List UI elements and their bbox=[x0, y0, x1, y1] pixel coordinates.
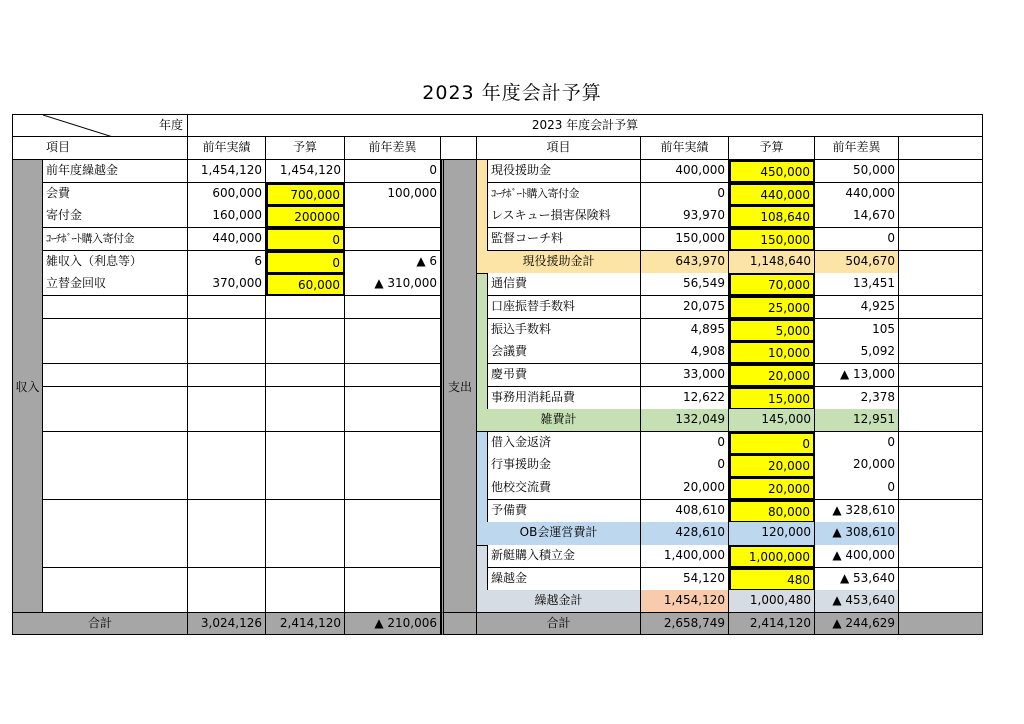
expense-row-prev: 0 bbox=[641, 183, 729, 206]
expense-group-strip bbox=[477, 160, 488, 251]
expense-row-diff: ▲ 13,000 bbox=[815, 364, 899, 387]
expense-row-prev: 56,549 bbox=[641, 273, 729, 296]
income-row-diff bbox=[345, 409, 441, 432]
income-row-prev bbox=[188, 432, 266, 455]
income-total-diff: ▲ 210,006 bbox=[345, 613, 441, 635]
income-row-budget bbox=[266, 319, 345, 342]
expense-subtotal-label: OB会運営費計 bbox=[477, 522, 641, 545]
income-row-prev: 6 bbox=[188, 251, 266, 274]
expense-group-strip bbox=[477, 545, 488, 590]
expense-subtotal-diff: 504,670 bbox=[815, 251, 899, 274]
income-row-label: 雑収入（利息等） bbox=[43, 251, 188, 274]
expense-row-prev: 12,622 bbox=[641, 387, 729, 410]
income-row-budget bbox=[266, 387, 345, 410]
expense-row-diff: 0 bbox=[815, 228, 899, 251]
expense-item-header: 項目 bbox=[477, 137, 641, 160]
expense-row-budget: 20,000 bbox=[729, 364, 815, 387]
expense-row-extra bbox=[899, 568, 983, 591]
expense-row-label: 監督コーチ料 bbox=[488, 228, 641, 251]
expense-row-budget: 5,000 bbox=[729, 319, 815, 342]
income-row-prev bbox=[188, 500, 266, 523]
expense-row-extra bbox=[899, 296, 983, 319]
expense-col-extra bbox=[899, 137, 983, 160]
income-row-prev bbox=[188, 522, 266, 545]
income-row-prev: 440,000 bbox=[188, 228, 266, 251]
income-row-label: ｺｰﾁﾎﾞｰﾄ購入寄付金 bbox=[43, 228, 188, 251]
expense-subtotal-label: 繰越金計 bbox=[477, 590, 641, 613]
expense-row-prev: 93,970 bbox=[641, 205, 729, 228]
expense-row-budget: 450,000 bbox=[729, 160, 815, 183]
expense-row-prev: 0 bbox=[641, 432, 729, 455]
expense-col-prev: 前年実績 bbox=[641, 137, 729, 160]
income-row-prev: 600,000 bbox=[188, 183, 266, 206]
expense-row-prev: 1,400,000 bbox=[641, 545, 729, 568]
income-row-diff: 0 bbox=[345, 160, 441, 183]
expense-side-label bbox=[441, 160, 477, 613]
expense-subtotal-label: 現役援助金計 bbox=[477, 251, 641, 274]
income-row-budget: 0 bbox=[266, 228, 345, 251]
income-row-budget: 700,000 bbox=[266, 183, 345, 206]
income-row-prev bbox=[188, 590, 266, 613]
income-row-label bbox=[43, 500, 188, 523]
expense-row-extra bbox=[899, 160, 983, 183]
expense-row-label: 通信費 bbox=[488, 273, 641, 296]
income-row-budget bbox=[266, 522, 345, 545]
expense-row-budget: 10,000 bbox=[729, 341, 815, 364]
income-row-budget bbox=[266, 296, 345, 319]
expense-row-budget: 440,000 bbox=[729, 183, 815, 206]
expense-row-budget: 70,000 bbox=[729, 273, 815, 296]
expense-row-label: 借入金返済 bbox=[488, 432, 641, 455]
income-row-budget bbox=[266, 477, 345, 500]
income-row-prev bbox=[188, 341, 266, 364]
expense-row-diff: 105 bbox=[815, 319, 899, 342]
expense-row-diff: 0 bbox=[815, 432, 899, 455]
year-header bbox=[12, 114, 188, 137]
income-row-prev bbox=[188, 409, 266, 432]
expense-row-extra bbox=[899, 205, 983, 228]
income-row-label bbox=[43, 477, 188, 500]
expense-row-extra bbox=[899, 341, 983, 364]
expense-row-extra bbox=[899, 228, 983, 251]
expense-row-prev: 33,000 bbox=[641, 364, 729, 387]
income-row-prev bbox=[188, 545, 266, 568]
income-col-prev: 前年実績 bbox=[188, 137, 266, 160]
income-row-budget bbox=[266, 409, 345, 432]
income-row-diff: ▲ 310,000 bbox=[345, 273, 441, 296]
expense-row-extra bbox=[899, 273, 983, 296]
income-row-prev: 160,000 bbox=[188, 205, 266, 228]
expense-row-extra bbox=[899, 319, 983, 342]
income-row-prev bbox=[188, 364, 266, 387]
expense-row-diff: 440,000 bbox=[815, 183, 899, 206]
expense-row-budget: 20,000 bbox=[729, 454, 815, 477]
income-col-diff: 前年差異 bbox=[345, 137, 441, 160]
expense-subtotal-label: 雑費計 bbox=[477, 409, 641, 432]
income-row-budget bbox=[266, 454, 345, 477]
expense-row-budget: 20,000 bbox=[729, 477, 815, 500]
income-col-budget: 予算 bbox=[266, 137, 345, 160]
expense-group-strip bbox=[477, 432, 488, 523]
income-row-label bbox=[43, 522, 188, 545]
income-row-diff bbox=[345, 341, 441, 364]
expense-row-extra bbox=[899, 477, 983, 500]
expense-row-extra bbox=[899, 590, 983, 613]
income-row-budget bbox=[266, 500, 345, 523]
expense-row-prev: 20,000 bbox=[641, 477, 729, 500]
expense-subtotal-diff: 12,951 bbox=[815, 409, 899, 432]
expense-row-label: 振込手数料 bbox=[488, 319, 641, 342]
expense-subtotal-budget: 120,000 bbox=[729, 522, 815, 545]
income-row-label bbox=[43, 545, 188, 568]
expense-row-budget: 80,000 bbox=[729, 500, 815, 523]
income-row-diff bbox=[345, 205, 441, 228]
expense-row-extra bbox=[899, 500, 983, 523]
expense-row-extra bbox=[899, 545, 983, 568]
expense-row-budget: 15,000 bbox=[729, 387, 815, 410]
expense-total-extra bbox=[899, 613, 983, 635]
expense-row-diff: 4,925 bbox=[815, 296, 899, 319]
income-row-budget: 0 bbox=[266, 251, 345, 274]
expense-row-extra bbox=[899, 364, 983, 387]
expense-row-budget: 1,000,000 bbox=[729, 545, 815, 568]
expense-row-diff: 14,670 bbox=[815, 205, 899, 228]
income-row-label bbox=[43, 454, 188, 477]
income-row-budget bbox=[266, 568, 345, 591]
income-row-diff bbox=[345, 432, 441, 455]
header-gap bbox=[441, 137, 477, 160]
income-row-diff bbox=[345, 545, 441, 568]
income-row-budget: 200000 bbox=[266, 205, 345, 228]
expense-subtotal-budget: 1,148,640 bbox=[729, 251, 815, 274]
income-row-prev: 1,454,120 bbox=[188, 160, 266, 183]
expense-row-extra bbox=[899, 432, 983, 455]
income-row-budget bbox=[266, 364, 345, 387]
income-row-label bbox=[43, 296, 188, 319]
expense-row-label: 事務用消耗品費 bbox=[488, 387, 641, 410]
expense-row-label: 口座振替手数料 bbox=[488, 296, 641, 319]
income-row-diff bbox=[345, 522, 441, 545]
expense-subtotal-prev: 132,049 bbox=[641, 409, 729, 432]
income-row-diff: ▲ 6 bbox=[345, 251, 441, 274]
expense-subtotal-prev: 643,970 bbox=[641, 251, 729, 274]
income-row-label bbox=[43, 319, 188, 342]
expense-row-label: 他校交流費 bbox=[488, 477, 641, 500]
expense-row-diff: 2,378 bbox=[815, 387, 899, 410]
income-row-label bbox=[43, 341, 188, 364]
expense-row-budget: 0 bbox=[729, 432, 815, 455]
income-row-diff bbox=[345, 387, 441, 410]
expense-row-budget: 480 bbox=[729, 568, 815, 591]
item-header-label: 項目 bbox=[46, 140, 71, 154]
expense-row-extra bbox=[899, 183, 983, 206]
expense-row-diff: 0 bbox=[815, 477, 899, 500]
expense-row-diff: ▲ 328,610 bbox=[815, 500, 899, 523]
income-row-prev: 370,000 bbox=[188, 273, 266, 296]
expense-row-diff: ▲ 53,640 bbox=[815, 568, 899, 591]
income-row-diff bbox=[345, 477, 441, 500]
income-row-budget bbox=[266, 341, 345, 364]
income-row-label: 会費 bbox=[43, 183, 188, 206]
income-row-label bbox=[43, 387, 188, 410]
expense-subtotal-budget: 145,000 bbox=[729, 409, 815, 432]
income-side-label bbox=[12, 160, 43, 613]
income-row-label: 前年度繰越金 bbox=[43, 160, 188, 183]
expense-row-budget: 25,000 bbox=[729, 296, 815, 319]
expense-row-label: 行事援助金 bbox=[488, 454, 641, 477]
expense-row-diff: 20,000 bbox=[815, 454, 899, 477]
income-row-budget bbox=[266, 432, 345, 455]
expense-row-prev: 54,120 bbox=[641, 568, 729, 591]
income-row-diff: 100,000 bbox=[345, 183, 441, 206]
income-row-label bbox=[43, 364, 188, 387]
income-row-prev bbox=[188, 568, 266, 591]
expense-row-prev: 4,908 bbox=[641, 341, 729, 364]
expense-row-budget: 150,000 bbox=[729, 228, 815, 251]
expense-row-label: 繰越金 bbox=[488, 568, 641, 591]
expense-row-extra bbox=[899, 251, 983, 274]
income-row-budget: 60,000 bbox=[266, 273, 345, 296]
expense-row-diff: 5,092 bbox=[815, 341, 899, 364]
income-total-budget: 2,414,120 bbox=[266, 613, 345, 635]
expense-subtotal-budget: 1,000,480 bbox=[729, 590, 815, 613]
income-row-diff bbox=[345, 500, 441, 523]
income-row-diff bbox=[345, 364, 441, 387]
expense-total-diff: ▲ 244,629 bbox=[815, 613, 899, 635]
expense-row-label: 現役援助金 bbox=[488, 160, 641, 183]
expense-row-label: 会議費 bbox=[488, 341, 641, 364]
income-row-diff bbox=[345, 228, 441, 251]
year-header-label: 年度 bbox=[158, 118, 183, 132]
income-row-budget bbox=[266, 590, 345, 613]
income-row-label: 立替金回収 bbox=[43, 273, 188, 296]
page-title: 2023 年度会計予算 bbox=[422, 82, 602, 104]
income-row-budget bbox=[266, 545, 345, 568]
expense-row-label: 慶弔費 bbox=[488, 364, 641, 387]
expense-row-label: ｺｰﾁﾎﾞｰﾄ購入寄付金 bbox=[488, 183, 641, 206]
expense-row-prev: 408,610 bbox=[641, 500, 729, 523]
income-total-prev: 3,024,126 bbox=[188, 613, 266, 635]
income-side-text: 収入 bbox=[15, 379, 40, 394]
income-row-label bbox=[43, 568, 188, 591]
income-total-label: 合計 bbox=[12, 613, 188, 635]
income-row-diff bbox=[345, 568, 441, 591]
expense-total-label: 合計 bbox=[477, 613, 641, 635]
expense-row-diff: 50,000 bbox=[815, 160, 899, 183]
income-row-prev bbox=[188, 319, 266, 342]
income-row-label: 寄付金 bbox=[43, 205, 188, 228]
expense-row-extra bbox=[899, 387, 983, 410]
expense-row-extra bbox=[899, 454, 983, 477]
total-gap bbox=[441, 613, 477, 635]
income-row-prev bbox=[188, 296, 266, 319]
income-row-budget: 1,454,120 bbox=[266, 160, 345, 183]
expense-row-label: 予備費 bbox=[488, 500, 641, 523]
expense-row-extra bbox=[899, 522, 983, 545]
income-row-prev bbox=[188, 454, 266, 477]
expense-col-diff: 前年差異 bbox=[815, 137, 899, 160]
expense-row-prev: 4,895 bbox=[641, 319, 729, 342]
income-row-label bbox=[43, 409, 188, 432]
income-row-diff bbox=[345, 296, 441, 319]
expense-subtotal-prev: 428,610 bbox=[641, 522, 729, 545]
income-row-label bbox=[43, 590, 188, 613]
income-row-prev bbox=[188, 477, 266, 500]
expense-total-prev: 2,658,749 bbox=[641, 613, 729, 635]
income-row-diff bbox=[345, 319, 441, 342]
income-row-diff bbox=[345, 590, 441, 613]
expense-col-budget: 予算 bbox=[729, 137, 815, 160]
expense-subtotal-diff: ▲ 453,640 bbox=[815, 590, 899, 613]
expense-row-prev: 20,075 bbox=[641, 296, 729, 319]
expense-row-extra bbox=[899, 409, 983, 432]
expense-group-strip bbox=[477, 273, 488, 409]
expense-row-prev: 400,000 bbox=[641, 160, 729, 183]
expense-row-label: 新艇購入積立金 bbox=[488, 545, 641, 568]
expense-total-budget: 2,414,120 bbox=[729, 613, 815, 635]
expense-row-budget: 108,640 bbox=[729, 205, 815, 228]
expense-row-diff: 13,451 bbox=[815, 273, 899, 296]
expense-row-diff: ▲ 400,000 bbox=[815, 545, 899, 568]
expense-subtotal-prev: 1,454,120 bbox=[641, 590, 729, 613]
expense-row-label: レスキュー損害保険料 bbox=[488, 205, 641, 228]
income-row-diff bbox=[345, 454, 441, 477]
budget-title-header: 2023 年度会計予算 bbox=[188, 114, 983, 137]
income-row-prev bbox=[188, 387, 266, 410]
expense-subtotal-diff: ▲ 308,610 bbox=[815, 522, 899, 545]
income-row-label bbox=[43, 432, 188, 455]
expense-side-text: 支出 bbox=[447, 379, 472, 394]
expense-row-prev: 0 bbox=[641, 454, 729, 477]
expense-row-prev: 150,000 bbox=[641, 228, 729, 251]
income-item-header bbox=[12, 137, 188, 160]
